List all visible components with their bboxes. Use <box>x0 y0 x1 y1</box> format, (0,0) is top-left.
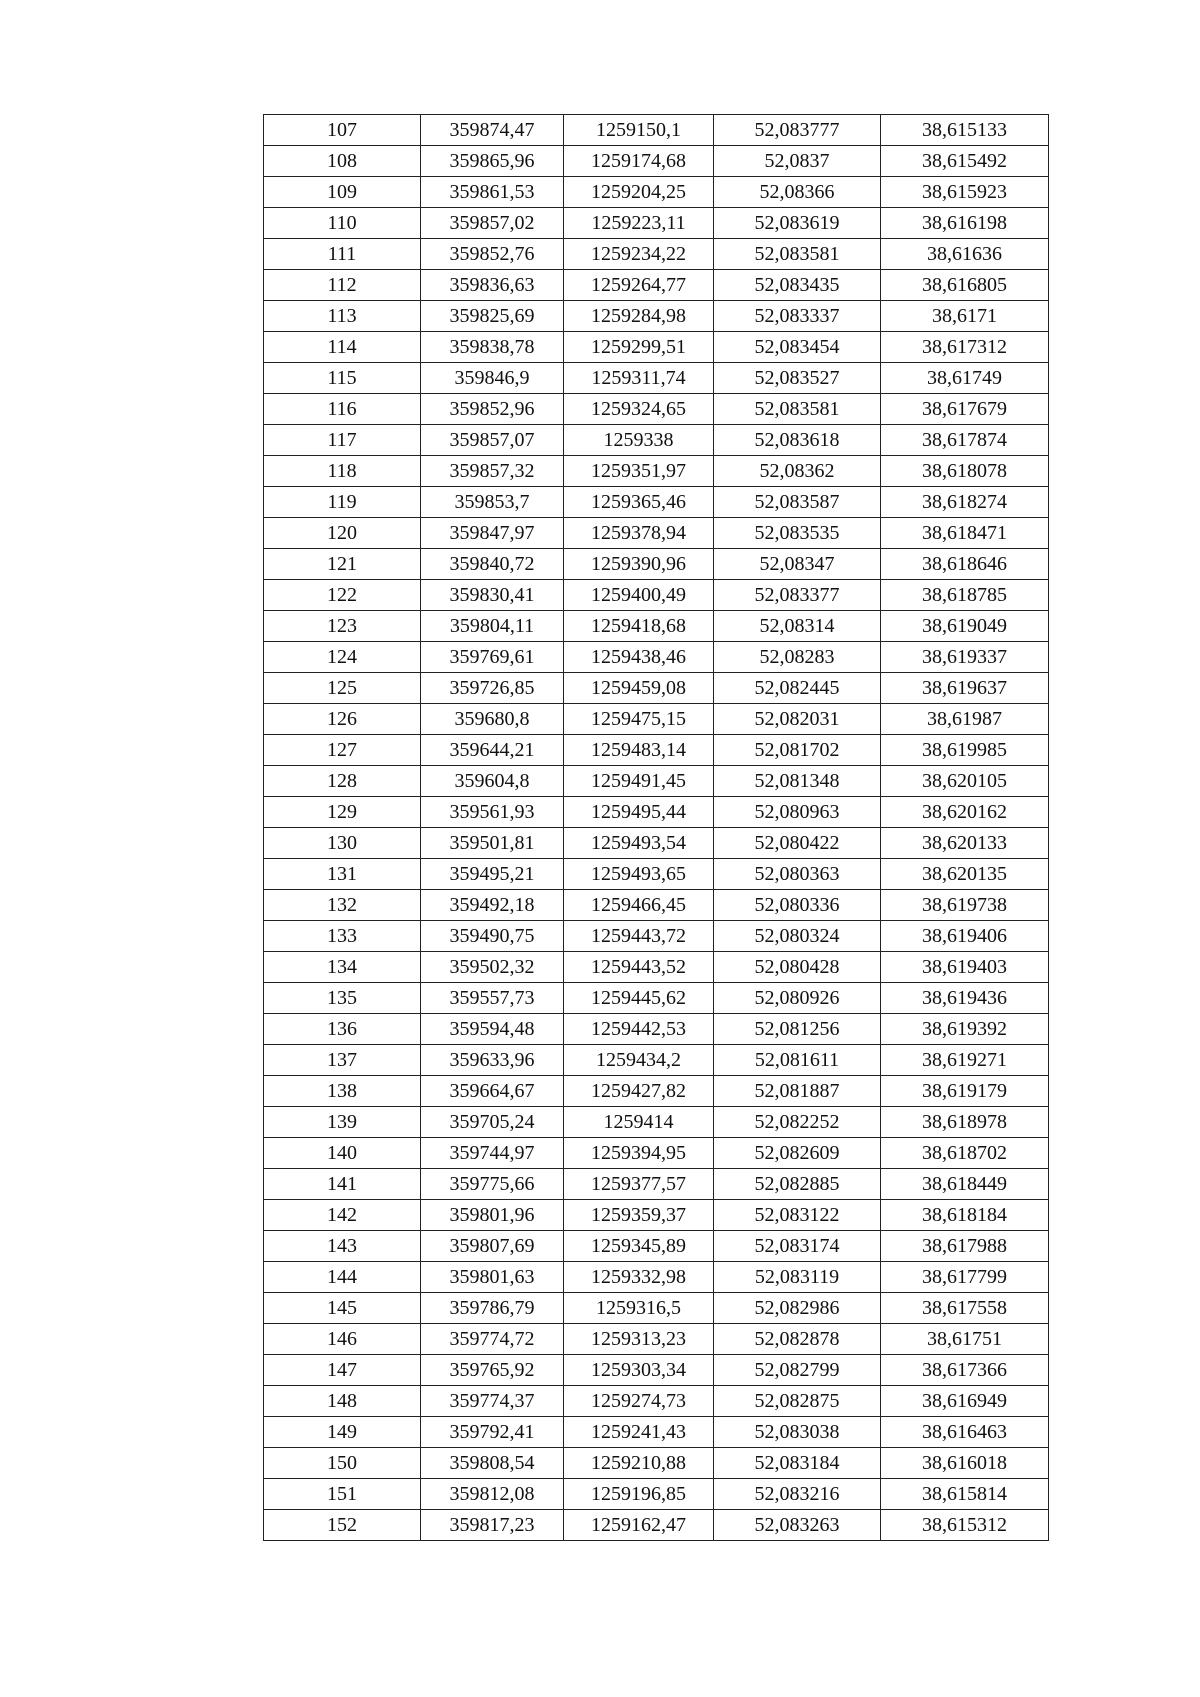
y-coordinate-cell: 1259162,47 <box>564 1510 714 1541</box>
longitude-cell: 38,615923 <box>881 177 1049 208</box>
latitude-cell: 52,0837 <box>714 146 881 177</box>
x-coordinate-cell: 359726,85 <box>421 673 564 704</box>
table-row <box>264 239 1049 270</box>
y-coordinate-cell: 1259264,77 <box>564 270 714 301</box>
table-row <box>264 735 1049 766</box>
y-coordinate-cell: 1259204,25 <box>564 177 714 208</box>
longitude-cell: 38,6171 <box>881 301 1049 332</box>
x-coordinate-cell: 359817,23 <box>421 1510 564 1541</box>
y-coordinate-cell: 1259475,15 <box>564 704 714 735</box>
y-coordinate-cell: 1259351,97 <box>564 456 714 487</box>
point-number-cell: 140 <box>264 1138 421 1169</box>
latitude-cell: 52,08362 <box>714 456 881 487</box>
latitude-cell: 52,082799 <box>714 1355 881 1386</box>
y-coordinate-cell: 1259442,53 <box>564 1014 714 1045</box>
table-row <box>264 797 1049 828</box>
latitude-cell: 52,082609 <box>714 1138 881 1169</box>
y-coordinate-cell: 1259414 <box>564 1107 714 1138</box>
longitude-cell: 38,61636 <box>881 239 1049 270</box>
table-row <box>264 1076 1049 1107</box>
table-row <box>264 952 1049 983</box>
table-row <box>264 828 1049 859</box>
point-number-cell: 138 <box>264 1076 421 1107</box>
table-row <box>264 580 1049 611</box>
longitude-cell: 38,618785 <box>881 580 1049 611</box>
point-number-cell: 124 <box>264 642 421 673</box>
y-coordinate-cell: 1259493,54 <box>564 828 714 859</box>
longitude-cell: 38,619985 <box>881 735 1049 766</box>
point-number-cell: 109 <box>264 177 421 208</box>
x-coordinate-cell: 359775,66 <box>421 1169 564 1200</box>
table-row <box>264 1448 1049 1479</box>
x-coordinate-cell: 359664,67 <box>421 1076 564 1107</box>
table-row <box>264 177 1049 208</box>
latitude-cell: 52,081702 <box>714 735 881 766</box>
latitude-cell: 52,083377 <box>714 580 881 611</box>
latitude-cell: 52,082885 <box>714 1169 881 1200</box>
y-coordinate-cell: 1259210,88 <box>564 1448 714 1479</box>
table-row <box>264 208 1049 239</box>
table-row <box>264 1417 1049 1448</box>
table-row <box>264 859 1049 890</box>
x-coordinate-cell: 359705,24 <box>421 1107 564 1138</box>
longitude-cell: 38,615814 <box>881 1479 1049 1510</box>
y-coordinate-cell: 1259274,73 <box>564 1386 714 1417</box>
table-row <box>264 1169 1049 1200</box>
y-coordinate-cell: 1259313,23 <box>564 1324 714 1355</box>
longitude-cell: 38,617799 <box>881 1262 1049 1293</box>
x-coordinate-cell: 359861,53 <box>421 177 564 208</box>
longitude-cell: 38,618184 <box>881 1200 1049 1231</box>
x-coordinate-cell: 359830,41 <box>421 580 564 611</box>
x-coordinate-cell: 359852,76 <box>421 239 564 270</box>
x-coordinate-cell: 359836,63 <box>421 270 564 301</box>
table-row <box>264 394 1049 425</box>
point-number-cell: 149 <box>264 1417 421 1448</box>
x-coordinate-cell: 359594,48 <box>421 1014 564 1045</box>
longitude-cell: 38,619271 <box>881 1045 1049 1076</box>
point-number-cell: 131 <box>264 859 421 890</box>
latitude-cell: 52,083581 <box>714 394 881 425</box>
latitude-cell: 52,08347 <box>714 549 881 580</box>
x-coordinate-cell: 359774,37 <box>421 1386 564 1417</box>
x-coordinate-cell: 359857,07 <box>421 425 564 456</box>
latitude-cell: 52,082031 <box>714 704 881 735</box>
longitude-cell: 38,620135 <box>881 859 1049 890</box>
x-coordinate-cell: 359680,8 <box>421 704 564 735</box>
latitude-cell: 52,083587 <box>714 487 881 518</box>
y-coordinate-cell: 1259418,68 <box>564 611 714 642</box>
point-number-cell: 125 <box>264 673 421 704</box>
table-row <box>264 983 1049 1014</box>
latitude-cell: 52,083122 <box>714 1200 881 1231</box>
longitude-cell: 38,619337 <box>881 642 1049 673</box>
table-row <box>264 1138 1049 1169</box>
y-coordinate-cell: 1259234,22 <box>564 239 714 270</box>
point-number-cell: 108 <box>264 146 421 177</box>
x-coordinate-cell: 359825,69 <box>421 301 564 332</box>
point-number-cell: 115 <box>264 363 421 394</box>
x-coordinate-cell: 359853,7 <box>421 487 564 518</box>
x-coordinate-cell: 359804,11 <box>421 611 564 642</box>
latitude-cell: 52,083038 <box>714 1417 881 1448</box>
point-number-cell: 152 <box>264 1510 421 1541</box>
point-number-cell: 118 <box>264 456 421 487</box>
latitude-cell: 52,081348 <box>714 766 881 797</box>
y-coordinate-cell: 1259196,85 <box>564 1479 714 1510</box>
latitude-cell: 52,082878 <box>714 1324 881 1355</box>
latitude-cell: 52,080422 <box>714 828 881 859</box>
point-number-cell: 148 <box>264 1386 421 1417</box>
latitude-cell: 52,083263 <box>714 1510 881 1541</box>
table-row <box>264 363 1049 394</box>
longitude-cell: 38,617558 <box>881 1293 1049 1324</box>
table-row <box>264 673 1049 704</box>
y-coordinate-cell: 1259150,1 <box>564 115 714 146</box>
table-row <box>264 890 1049 921</box>
point-number-cell: 107 <box>264 115 421 146</box>
y-coordinate-cell: 1259332,98 <box>564 1262 714 1293</box>
latitude-cell: 52,080428 <box>714 952 881 983</box>
latitude-cell: 52,080926 <box>714 983 881 1014</box>
longitude-cell: 38,616463 <box>881 1417 1049 1448</box>
y-coordinate-cell: 1259311,74 <box>564 363 714 394</box>
latitude-cell: 52,082252 <box>714 1107 881 1138</box>
table-row <box>264 1293 1049 1324</box>
x-coordinate-cell: 359792,41 <box>421 1417 564 1448</box>
longitude-cell: 38,616949 <box>881 1386 1049 1417</box>
longitude-cell: 38,618471 <box>881 518 1049 549</box>
table-row <box>264 301 1049 332</box>
x-coordinate-cell: 359838,78 <box>421 332 564 363</box>
latitude-cell: 52,080324 <box>714 921 881 952</box>
longitude-cell: 38,619049 <box>881 611 1049 642</box>
y-coordinate-cell: 1259324,65 <box>564 394 714 425</box>
point-number-cell: 129 <box>264 797 421 828</box>
table-row <box>264 1510 1049 1541</box>
x-coordinate-cell: 359501,81 <box>421 828 564 859</box>
longitude-cell: 38,619392 <box>881 1014 1049 1045</box>
point-number-cell: 150 <box>264 1448 421 1479</box>
table-row <box>264 1107 1049 1138</box>
point-number-cell: 126 <box>264 704 421 735</box>
longitude-cell: 38,618274 <box>881 487 1049 518</box>
y-coordinate-cell: 1259316,5 <box>564 1293 714 1324</box>
latitude-cell: 52,081887 <box>714 1076 881 1107</box>
x-coordinate-cell: 359786,79 <box>421 1293 564 1324</box>
longitude-cell: 38,615133 <box>881 115 1049 146</box>
x-coordinate-cell: 359502,32 <box>421 952 564 983</box>
latitude-cell: 52,083184 <box>714 1448 881 1479</box>
point-number-cell: 136 <box>264 1014 421 1045</box>
longitude-cell: 38,620105 <box>881 766 1049 797</box>
latitude-cell: 52,083527 <box>714 363 881 394</box>
point-number-cell: 143 <box>264 1231 421 1262</box>
table-row <box>264 1386 1049 1417</box>
longitude-cell: 38,618078 <box>881 456 1049 487</box>
x-coordinate-cell: 359557,73 <box>421 983 564 1014</box>
x-coordinate-cell: 359852,96 <box>421 394 564 425</box>
point-number-cell: 130 <box>264 828 421 859</box>
longitude-cell: 38,619436 <box>881 983 1049 1014</box>
point-number-cell: 111 <box>264 239 421 270</box>
x-coordinate-cell: 359846,9 <box>421 363 564 394</box>
x-coordinate-cell: 359801,63 <box>421 1262 564 1293</box>
y-coordinate-cell: 1259174,68 <box>564 146 714 177</box>
x-coordinate-cell: 359633,96 <box>421 1045 564 1076</box>
x-coordinate-cell: 359492,18 <box>421 890 564 921</box>
point-number-cell: 113 <box>264 301 421 332</box>
longitude-cell: 38,617988 <box>881 1231 1049 1262</box>
point-number-cell: 141 <box>264 1169 421 1200</box>
table-row <box>264 1200 1049 1231</box>
y-coordinate-cell: 1259495,44 <box>564 797 714 828</box>
latitude-cell: 52,080363 <box>714 859 881 890</box>
longitude-cell: 38,61751 <box>881 1324 1049 1355</box>
x-coordinate-cell: 359604,8 <box>421 766 564 797</box>
longitude-cell: 38,615492 <box>881 146 1049 177</box>
y-coordinate-cell: 1259390,96 <box>564 549 714 580</box>
point-number-cell: 121 <box>264 549 421 580</box>
x-coordinate-cell: 359847,97 <box>421 518 564 549</box>
y-coordinate-cell: 1259459,08 <box>564 673 714 704</box>
point-number-cell: 122 <box>264 580 421 611</box>
y-coordinate-cell: 1259338 <box>564 425 714 456</box>
longitude-cell: 38,618978 <box>881 1107 1049 1138</box>
point-number-cell: 139 <box>264 1107 421 1138</box>
point-number-cell: 144 <box>264 1262 421 1293</box>
latitude-cell: 52,083435 <box>714 270 881 301</box>
point-number-cell: 110 <box>264 208 421 239</box>
y-coordinate-cell: 1259438,46 <box>564 642 714 673</box>
table-row <box>264 270 1049 301</box>
point-number-cell: 134 <box>264 952 421 983</box>
x-coordinate-cell: 359744,97 <box>421 1138 564 1169</box>
y-coordinate-cell: 1259493,65 <box>564 859 714 890</box>
point-number-cell: 117 <box>264 425 421 456</box>
y-coordinate-cell: 1259443,52 <box>564 952 714 983</box>
table-row <box>264 1014 1049 1045</box>
point-number-cell: 145 <box>264 1293 421 1324</box>
table-row <box>264 1045 1049 1076</box>
point-number-cell: 137 <box>264 1045 421 1076</box>
table-row <box>264 1355 1049 1386</box>
x-coordinate-cell: 359561,93 <box>421 797 564 828</box>
table-row <box>264 332 1049 363</box>
table-row <box>264 518 1049 549</box>
point-number-cell: 151 <box>264 1479 421 1510</box>
latitude-cell: 52,083454 <box>714 332 881 363</box>
point-number-cell: 128 <box>264 766 421 797</box>
table-row <box>264 921 1049 952</box>
table-row <box>264 146 1049 177</box>
latitude-cell: 52,083174 <box>714 1231 881 1262</box>
x-coordinate-cell: 359774,72 <box>421 1324 564 1355</box>
longitude-cell: 38,620162 <box>881 797 1049 828</box>
table-row <box>264 766 1049 797</box>
latitude-cell: 52,08366 <box>714 177 881 208</box>
longitude-cell: 38,617366 <box>881 1355 1049 1386</box>
latitude-cell: 52,080336 <box>714 890 881 921</box>
x-coordinate-cell: 359840,72 <box>421 549 564 580</box>
table-row <box>264 549 1049 580</box>
point-number-cell: 120 <box>264 518 421 549</box>
longitude-cell: 38,619403 <box>881 952 1049 983</box>
y-coordinate-cell: 1259241,43 <box>564 1417 714 1448</box>
longitude-cell: 38,617679 <box>881 394 1049 425</box>
longitude-cell: 38,617874 <box>881 425 1049 456</box>
table-row <box>264 642 1049 673</box>
latitude-cell: 52,082986 <box>714 1293 881 1324</box>
y-coordinate-cell: 1259491,45 <box>564 766 714 797</box>
x-coordinate-cell: 359495,21 <box>421 859 564 890</box>
latitude-cell: 52,083216 <box>714 1479 881 1510</box>
point-number-cell: 132 <box>264 890 421 921</box>
table-row <box>264 456 1049 487</box>
table-row <box>264 425 1049 456</box>
point-number-cell: 127 <box>264 735 421 766</box>
longitude-cell: 38,618702 <box>881 1138 1049 1169</box>
x-coordinate-cell: 359490,75 <box>421 921 564 952</box>
x-coordinate-cell: 359765,92 <box>421 1355 564 1386</box>
longitude-cell: 38,619637 <box>881 673 1049 704</box>
latitude-cell: 52,083535 <box>714 518 881 549</box>
longitude-cell: 38,619179 <box>881 1076 1049 1107</box>
latitude-cell: 52,08314 <box>714 611 881 642</box>
point-number-cell: 142 <box>264 1200 421 1231</box>
longitude-cell: 38,618646 <box>881 549 1049 580</box>
y-coordinate-cell: 1259303,34 <box>564 1355 714 1386</box>
longitude-cell: 38,617312 <box>881 332 1049 363</box>
longitude-cell: 38,619406 <box>881 921 1049 952</box>
x-coordinate-cell: 359644,21 <box>421 735 564 766</box>
longitude-cell: 38,618449 <box>881 1169 1049 1200</box>
x-coordinate-cell: 359865,96 <box>421 146 564 177</box>
longitude-cell: 38,616198 <box>881 208 1049 239</box>
point-number-cell: 114 <box>264 332 421 363</box>
y-coordinate-cell: 1259223,11 <box>564 208 714 239</box>
table-body <box>264 115 1049 1541</box>
table-row <box>264 487 1049 518</box>
y-coordinate-cell: 1259434,2 <box>564 1045 714 1076</box>
point-number-cell: 112 <box>264 270 421 301</box>
point-number-cell: 135 <box>264 983 421 1014</box>
x-coordinate-cell: 359857,32 <box>421 456 564 487</box>
y-coordinate-cell: 1259378,94 <box>564 518 714 549</box>
coordinates-table <box>263 114 1049 1541</box>
latitude-cell: 52,082445 <box>714 673 881 704</box>
x-coordinate-cell: 359857,02 <box>421 208 564 239</box>
table-row <box>264 1231 1049 1262</box>
latitude-cell: 52,083581 <box>714 239 881 270</box>
y-coordinate-cell: 1259284,98 <box>564 301 714 332</box>
point-number-cell: 147 <box>264 1355 421 1386</box>
y-coordinate-cell: 1259345,89 <box>564 1231 714 1262</box>
y-coordinate-cell: 1259394,95 <box>564 1138 714 1169</box>
latitude-cell: 52,081256 <box>714 1014 881 1045</box>
latitude-cell: 52,083777 <box>714 115 881 146</box>
longitude-cell: 38,61987 <box>881 704 1049 735</box>
latitude-cell: 52,083619 <box>714 208 881 239</box>
y-coordinate-cell: 1259445,62 <box>564 983 714 1014</box>
y-coordinate-cell: 1259483,14 <box>564 735 714 766</box>
table-row <box>264 1479 1049 1510</box>
latitude-cell: 52,080963 <box>714 797 881 828</box>
y-coordinate-cell: 1259443,72 <box>564 921 714 952</box>
longitude-cell: 38,61749 <box>881 363 1049 394</box>
latitude-cell: 52,081611 <box>714 1045 881 1076</box>
point-number-cell: 133 <box>264 921 421 952</box>
table-row <box>264 704 1049 735</box>
point-number-cell: 146 <box>264 1324 421 1355</box>
x-coordinate-cell: 359808,54 <box>421 1448 564 1479</box>
x-coordinate-cell: 359801,96 <box>421 1200 564 1231</box>
y-coordinate-cell: 1259299,51 <box>564 332 714 363</box>
point-number-cell: 123 <box>264 611 421 642</box>
x-coordinate-cell: 359807,69 <box>421 1231 564 1262</box>
y-coordinate-cell: 1259359,37 <box>564 1200 714 1231</box>
latitude-cell: 52,083337 <box>714 301 881 332</box>
x-coordinate-cell: 359769,61 <box>421 642 564 673</box>
point-number-cell: 119 <box>264 487 421 518</box>
y-coordinate-cell: 1259377,57 <box>564 1169 714 1200</box>
x-coordinate-cell: 359874,47 <box>421 115 564 146</box>
table-row <box>264 1262 1049 1293</box>
y-coordinate-cell: 1259466,45 <box>564 890 714 921</box>
table-row <box>264 1324 1049 1355</box>
longitude-cell: 38,616805 <box>881 270 1049 301</box>
x-coordinate-cell: 359812,08 <box>421 1479 564 1510</box>
latitude-cell: 52,082875 <box>714 1386 881 1417</box>
longitude-cell: 38,620133 <box>881 828 1049 859</box>
table-row <box>264 611 1049 642</box>
y-coordinate-cell: 1259427,82 <box>564 1076 714 1107</box>
latitude-cell: 52,083618 <box>714 425 881 456</box>
latitude-cell: 52,08283 <box>714 642 881 673</box>
longitude-cell: 38,615312 <box>881 1510 1049 1541</box>
y-coordinate-cell: 1259400,49 <box>564 580 714 611</box>
longitude-cell: 38,619738 <box>881 890 1049 921</box>
latitude-cell: 52,083119 <box>714 1262 881 1293</box>
table-row <box>264 115 1049 146</box>
point-number-cell: 116 <box>264 394 421 425</box>
y-coordinate-cell: 1259365,46 <box>564 487 714 518</box>
longitude-cell: 38,616018 <box>881 1448 1049 1479</box>
